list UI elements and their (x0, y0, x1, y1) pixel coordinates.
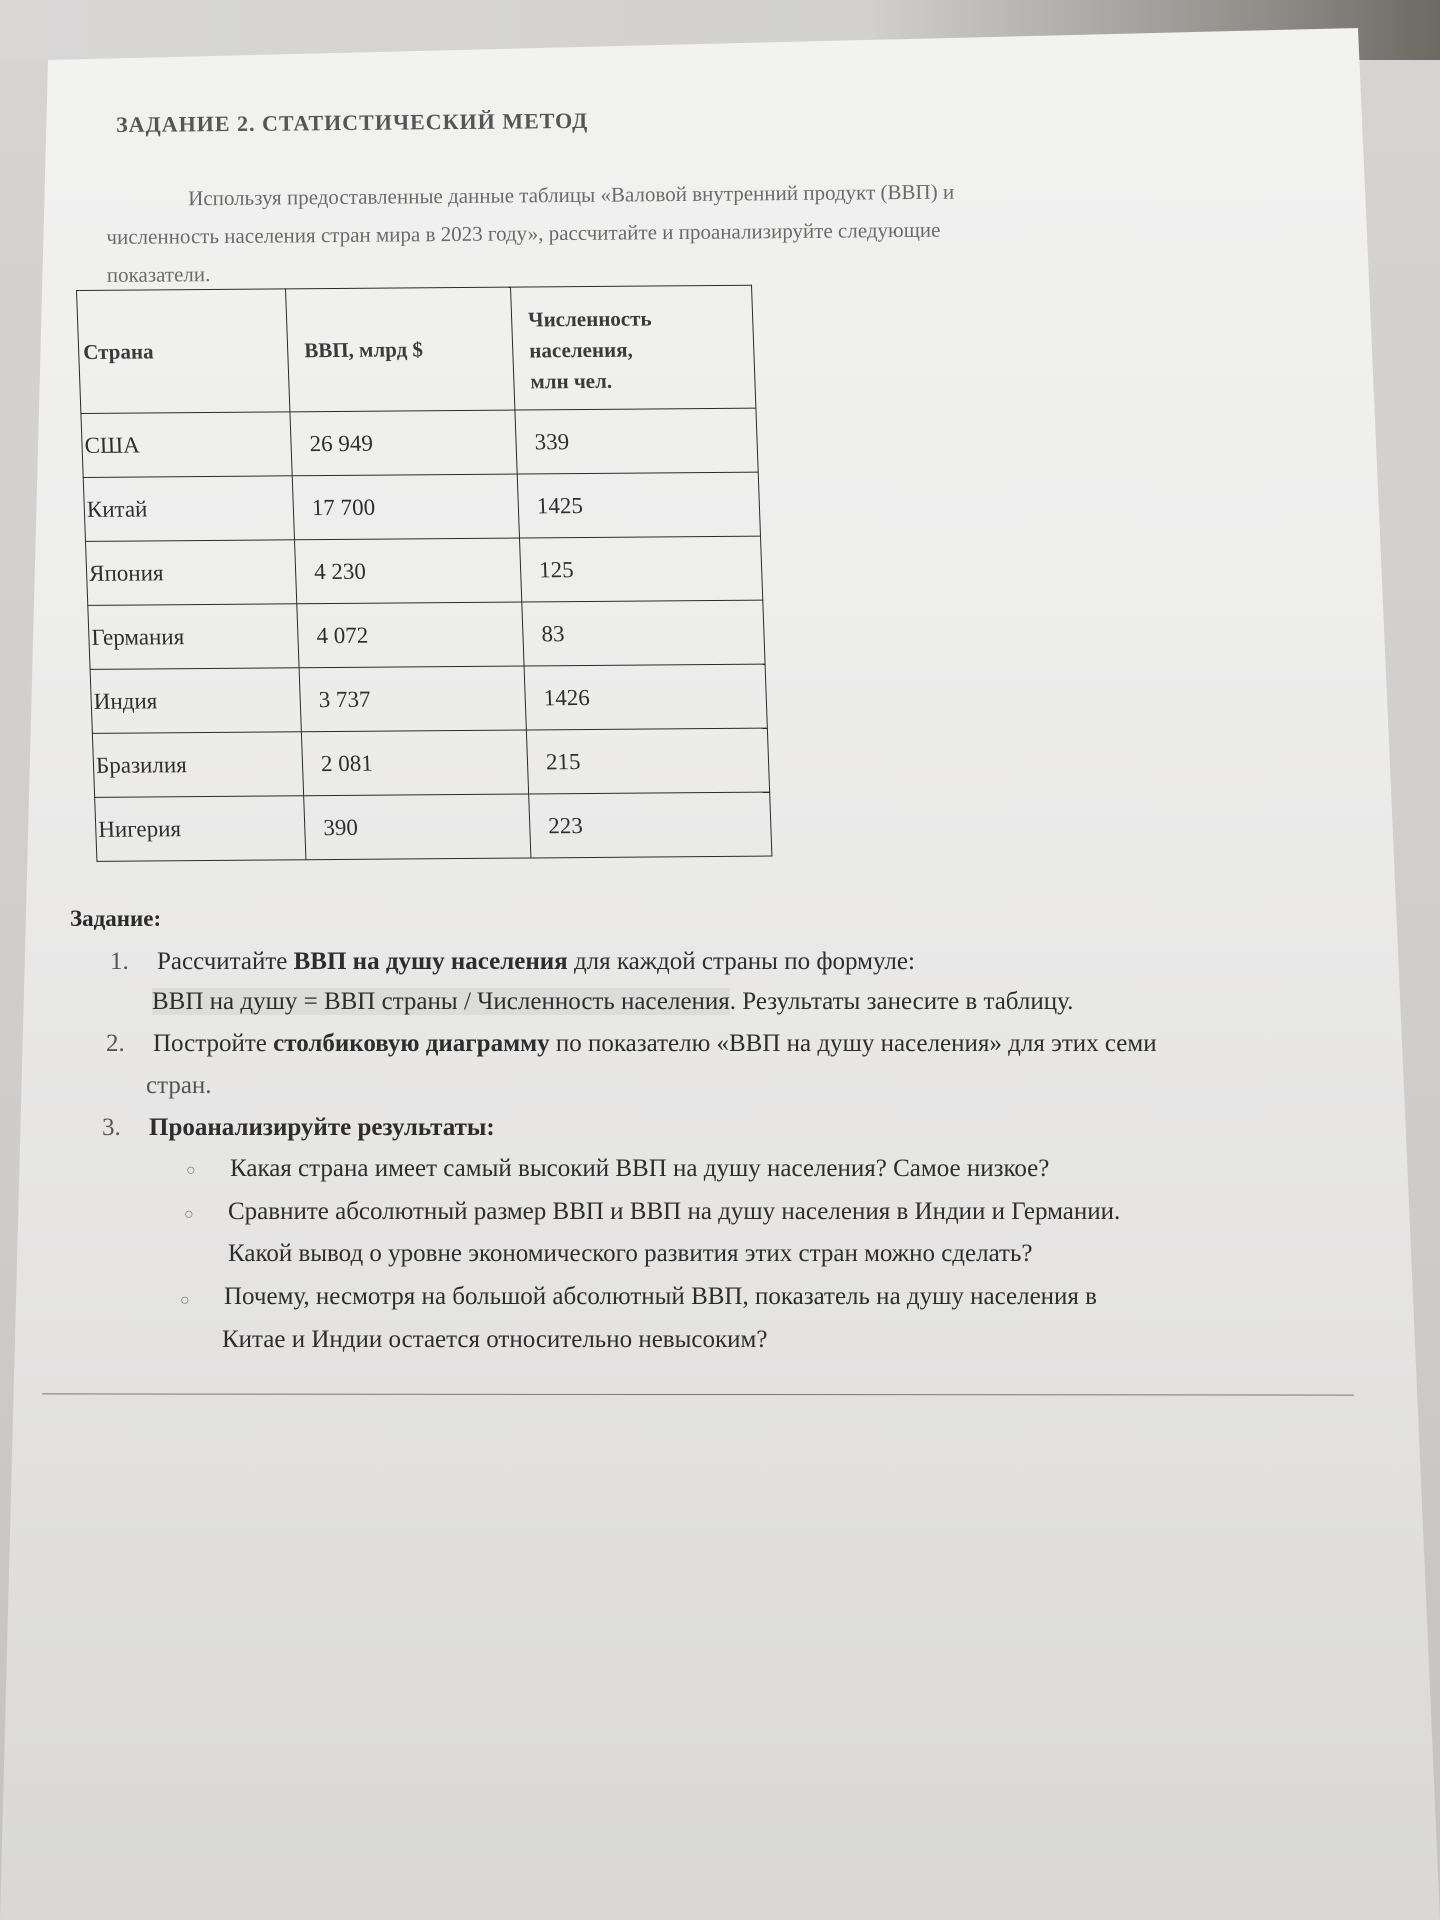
table-row (90, 664, 767, 733)
cell-population: 339 (515, 408, 758, 474)
cell-country: Бразилия (92, 732, 303, 798)
cell-population: 1425 (517, 472, 760, 538)
bullet-icon: ○ (186, 1162, 196, 1179)
table-header-row (77, 285, 756, 413)
bullet-icon: ○ (180, 1292, 190, 1309)
intro-paragraph (106, 170, 1207, 294)
table-row (86, 536, 763, 605)
cell-country: Япония (86, 540, 297, 606)
cell-gdp: 17 700 (292, 474, 519, 540)
task-2-text-bold: столбиковую диаграмму (273, 1030, 550, 1057)
task-3-line-1 (102, 1114, 495, 1142)
intro-line-1: Используя предоставленные данные таблицы «Валовой внутренний продукт (ВВП) и (188, 179, 955, 211)
cell-gdp: 390 (304, 794, 531, 860)
cell-population: 215 (526, 728, 769, 794)
header-gdp: ВВП, млрд $ (286, 287, 515, 412)
question-3-line-2: Китае и Индии остается относительно невысоким? (222, 1326, 768, 1353)
task-2-text-post: по показателю «ВВП на душу населения» для этих семи (549, 1030, 1157, 1057)
header-population-line-2: населения, (528, 337, 634, 362)
cell-population: 83 (522, 600, 765, 666)
question-1: Какая страна имеет самый высокий ВВП на душу населения? Самое низкое? (230, 1155, 1050, 1182)
cell-country: Китай (83, 476, 294, 542)
cell-country: Индия (90, 668, 301, 734)
cell-gdp: 4 230 (294, 538, 521, 604)
table-row (92, 728, 769, 797)
intro-line-3: показатели. (106, 262, 211, 287)
task-2-number: 2. (106, 1030, 125, 1057)
task-1-text-pre: Рассчитайте (157, 948, 294, 975)
horizontal-rule (42, 1393, 1354, 1395)
cell-gdp: 26 949 (290, 410, 517, 476)
cell-population: 125 (519, 536, 762, 602)
cell-population: 223 (529, 792, 772, 858)
cell-country: Нигерия (95, 796, 306, 862)
task-2-line-2: стран. (146, 1072, 212, 1099)
table-row (83, 472, 760, 541)
cell-gdp: 3 737 (299, 666, 526, 732)
document-title: ЗАДАНИЕ 2. СТАТИСТИЧЕСКИЙ МЕТОД (116, 107, 589, 137)
task-1-line-2 (152, 988, 1073, 1016)
question-2-line-1: Сравните абсолютный размер ВВП и ВВП на душу населения в Индии и Германии. (228, 1198, 1121, 1225)
task-1-number: 1. (110, 948, 129, 975)
header-population-line-1: Численность (527, 305, 652, 331)
header-population-line-3: млн чел. (529, 368, 613, 393)
question-2-line-2: Какой вывод о уровне экономического развития этих стран можно сделать? (228, 1240, 1033, 1267)
header-country: Страна (77, 289, 290, 414)
task-1-text-bold: ВВП на душу населения (293, 948, 568, 975)
cell-gdp: 4 072 (297, 602, 524, 668)
cell-country: США (81, 412, 292, 478)
header-population (511, 285, 756, 410)
task-1-text-post: для каждой страны по формуле: (567, 948, 915, 975)
task-1-formula: ВВП на душу = ВВП страны / Численность населения (152, 988, 730, 1015)
task-1-line-1 (110, 948, 915, 976)
task-2-line-1 (106, 1030, 1157, 1058)
task-3-number: 3. (102, 1114, 121, 1141)
cell-gdp: 2 081 (301, 730, 528, 796)
table-row (81, 408, 758, 477)
task-heading: Задание: (70, 906, 162, 931)
bullet-icon: ○ (184, 1206, 194, 1223)
gdp-population-table (76, 285, 772, 862)
task-1-tail: . Результаты занесите в таблицу. (729, 988, 1074, 1015)
task-2-text-pre: Постройте (153, 1030, 274, 1057)
question-3-line-1: Почему, несмотря на большой абсолютный ВВП, показатель на душу населения в (224, 1283, 1097, 1310)
table-row (88, 600, 765, 669)
task-3-text-bold: Проанализируйте результаты: (149, 1114, 495, 1141)
cell-population: 1426 (524, 664, 767, 730)
cell-country: Германия (88, 604, 299, 670)
table-row (95, 792, 772, 861)
intro-line-2: численность населения стран мира в 2023 году», рассчитайте и проанализируйте следующие (106, 217, 941, 249)
